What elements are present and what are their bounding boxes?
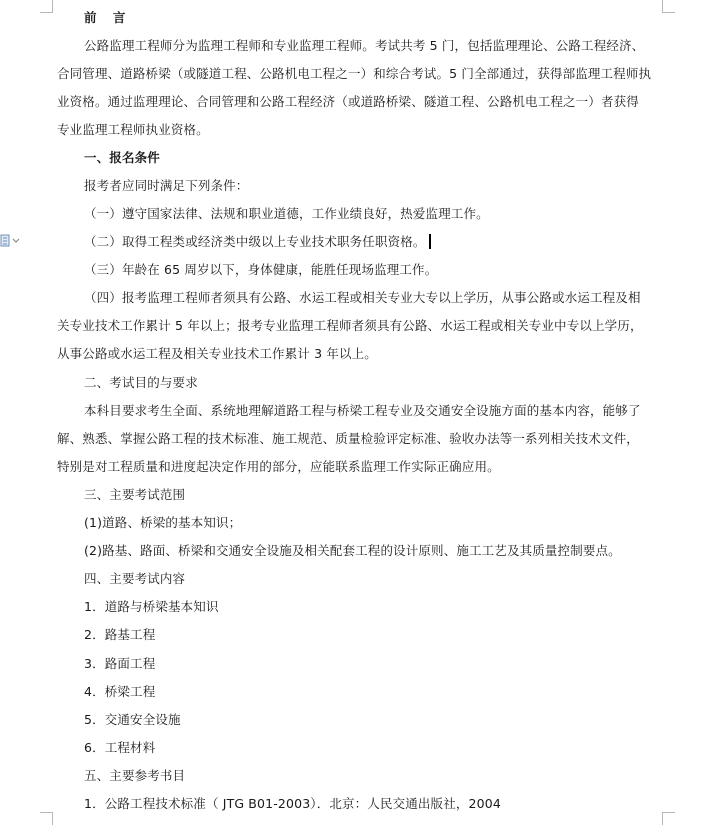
paragraph-line: 从事公路或水运工程及相关专业技术工作累计 3 年以上。 [57, 346, 377, 361]
text-cursor [429, 234, 431, 249]
section-heading: 四、主要考试内容 [84, 571, 186, 586]
paragraph-line: 合同管理、道路桥梁（或隧道工程、公路机电工程之一）和综合考试。5 门全部通过，获得部监理工程师执 [57, 66, 652, 81]
paragraph-line: 解、熟悉、掌握公路工程的技术标准、施工规范、质量检验评定标准、验收办法等一系列相关技术文件， [57, 431, 639, 446]
list-item-text: （二）取得工程类或经济类中级以上专业技术职务任职资格。 [84, 234, 426, 249]
list-item: 6．工程材料 [84, 740, 156, 755]
section-heading: 一、报名条件 [84, 150, 160, 165]
list-item: （三）年龄在 65 周岁以下，身体健康，能胜任现场监理工作。 [84, 262, 438, 277]
list-item: (2)路基、路面、桥梁和交通安全设施及相关配套工程的设计原则、施工工艺及其质量控制要点。 [84, 543, 621, 558]
list-item: (1)道路、桥梁的基本知识； [84, 515, 242, 530]
section-heading: 三、主要考试范围 [84, 487, 186, 502]
list-item: 1．公路工程技术标准（ JTG B01-2003）．北京：人民交通出版社，2004 [84, 796, 501, 811]
list-item: 4．桥梁工程 [84, 684, 156, 699]
list-item [84, 234, 667, 250]
list-item: 3．路面工程 [84, 656, 156, 671]
paragraph-line: 本科目要求考生全面、系统地理解道路工程与桥梁工程专业及交通安全设施方面的基本内容，能够了 [84, 403, 641, 418]
section-heading: 二、考试目的与要求 [84, 375, 198, 390]
list-item: 5．交通安全设施 [84, 712, 181, 727]
paragraph-line: 特别是对工程质量和进度起决定作用的部分，应能联系监理工作实际正确应用。 [57, 459, 500, 474]
paragraph-line: 专业监理工程师执业资格。 [57, 122, 209, 137]
layout-options-icon[interactable] [0, 233, 22, 247]
page-corner-mark-bottom-left [40, 812, 53, 825]
list-item: （一）遵守国家法律、法规和职业道德，工作业绩良好，热爱监理工作。 [84, 206, 489, 221]
list-item: 2．路基工程 [84, 627, 156, 642]
page-corner-mark-bottom-right [662, 812, 675, 825]
section-heading: 五、主要参考书目 [84, 768, 186, 783]
paragraph-line: 业资格。通过监理理论、合同管理和公路工程经济（或道路桥梁、隧道工程、公路机电工程之一）者获得 [57, 94, 639, 109]
paragraph-line: （四）报考监理工程师者须具有公路、水运工程或相关专业大专以上学历，从事公路或水运工程及相 [84, 290, 641, 305]
list-item: 1．道路与桥梁基本知识 [84, 599, 219, 614]
document-heading: 前 言 [84, 10, 132, 25]
paragraph-line: 报考者应同时满足下列条件： [84, 178, 249, 193]
paragraph-line: 关专业技术工作累计 5 年以上；报考专业监理工程师者须具有公路、水运工程或相关专业中专以上学历， [57, 318, 643, 333]
page-corner-mark-top-left [40, 0, 53, 13]
paragraph-line: 公路监理工程师分为监理工程师和专业监理工程师。考试共考 5 门，包括监理理论、公路工程经济、 [84, 38, 645, 53]
